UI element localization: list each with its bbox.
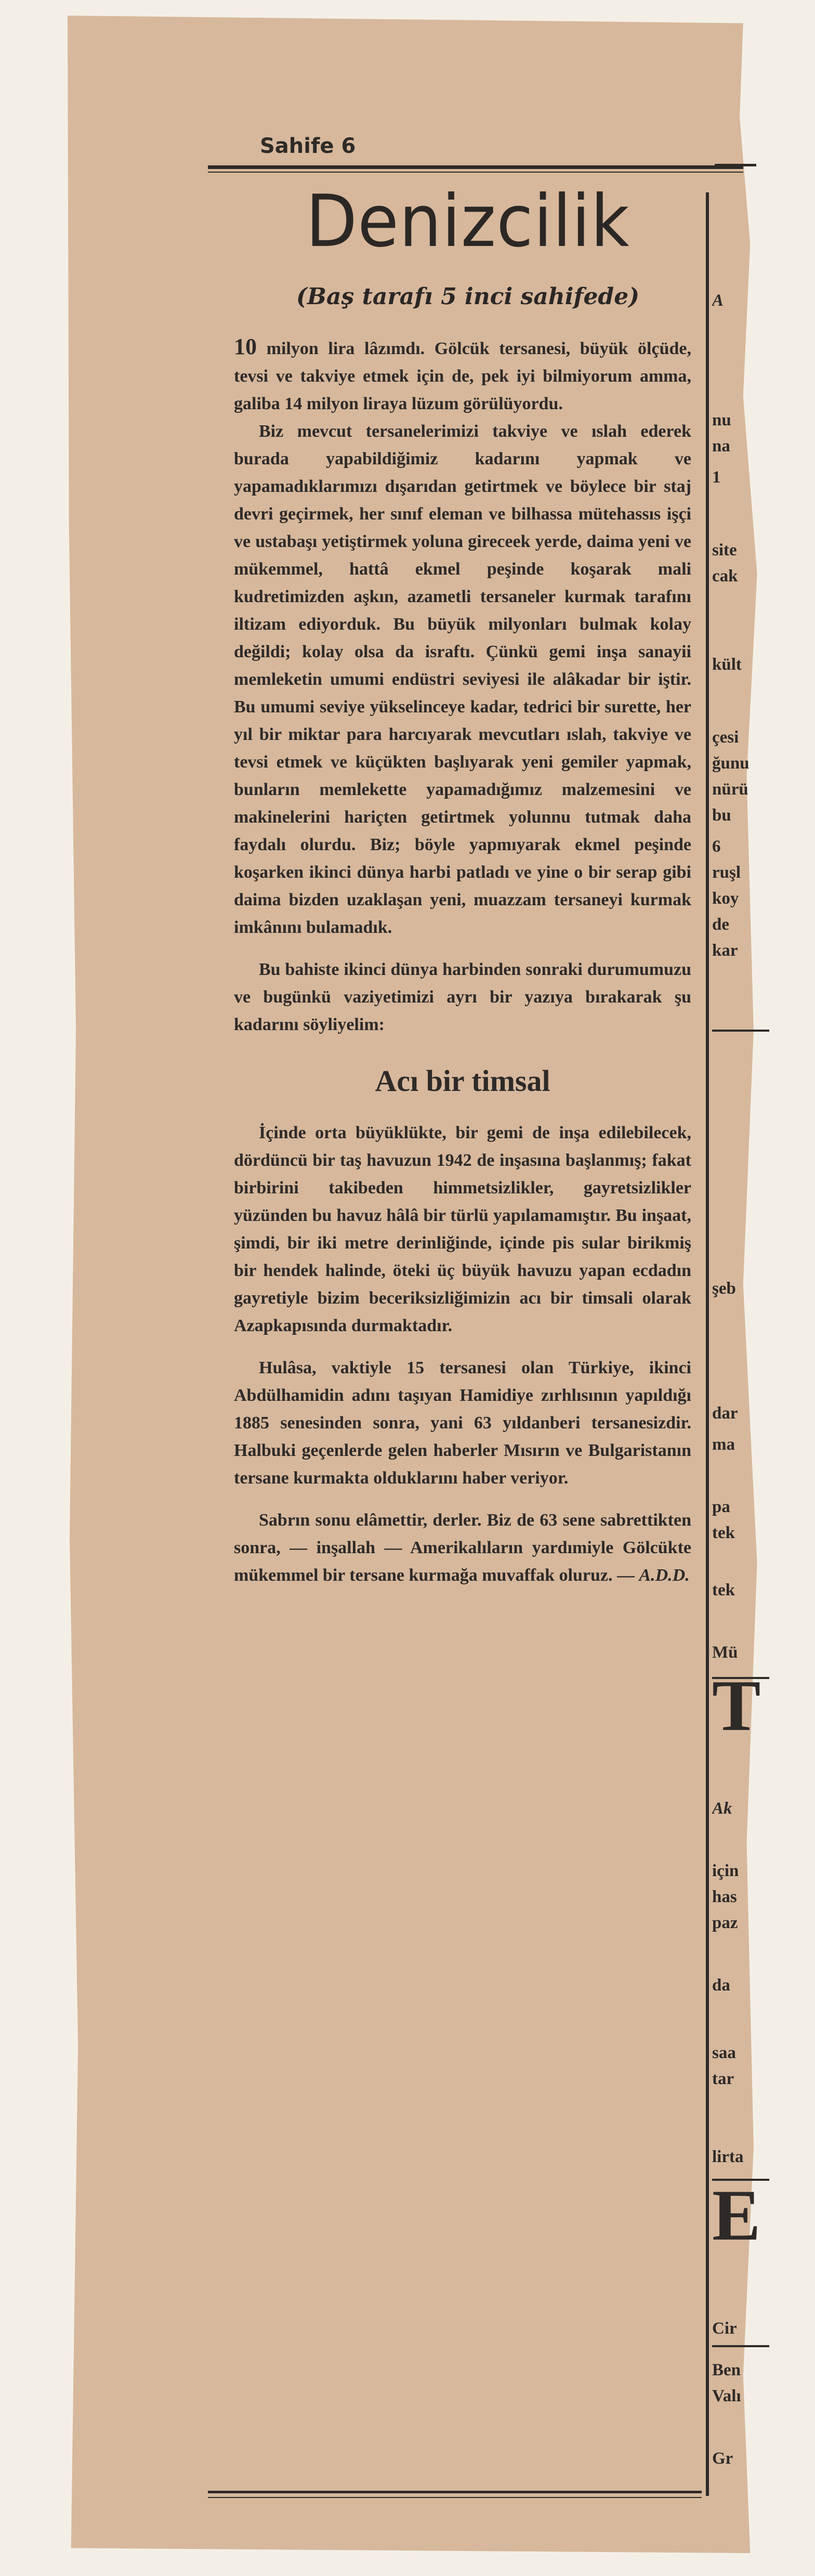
paragraph-1: 10 milyon lira lâzımdı. Gölcük tersanesi, büyük ölçüde, tevsi ve takviye etmek için de, pek iyi bilmiyorum amma, galiba 14 milyon liraya lüzum görülüyordu.	[234, 334, 691, 413]
paragraph-3: Bu bahiste ikinci dünya harbinden sonraki durumumuzu ve bugünkü vaziyetimizi ayrı bir yazıya bırakarak şu kadarını söyliyelim:	[234, 960, 691, 1034]
paragraph-5: Hulâsa, vaktiyle 15 tersanesi olan Türkiye, ikinci Abdülhamidin adını taşıyan Hamidiye zırhlısının yapıldığı 1885 senesinden sonra, yani 63 yıldanberi tersanesizdir. Halbuki geçenlerde gelen haberler Mısırın ve Bulgaristanın tersane kurmakta olduklarını haber veriyor.	[234, 1358, 691, 1488]
fragment: kült	[712, 655, 742, 674]
column-divider	[706, 192, 709, 2496]
fragment-rule	[712, 1030, 769, 1032]
fragment: site	[712, 541, 737, 560]
article-headline: Denizcilik	[306, 179, 630, 263]
footer-rule	[208, 2491, 702, 2493]
drop-number: 10	[234, 334, 257, 359]
fragment: bu	[712, 806, 731, 825]
fragment: saa	[712, 2044, 736, 2062]
fragment: nu	[712, 411, 731, 430]
fragment: paz	[712, 1914, 738, 1932]
fragment: şeb	[712, 1279, 736, 1298]
fragment: ma	[712, 1435, 735, 1454]
fragment: dar	[712, 1404, 738, 1423]
article-body	[234, 333, 691, 1589]
fragment: lirta	[712, 2148, 744, 2166]
article-continuation-note: (Baş tarafı 5 inci sahifede)	[296, 283, 640, 310]
fragment: tar	[712, 2070, 734, 2088]
fragment: de	[712, 915, 729, 934]
footer-rule-thin	[208, 2497, 702, 2498]
fragment: pa	[712, 1498, 730, 1516]
fragment: A	[712, 291, 724, 310]
fragment: çesi	[712, 728, 739, 747]
paragraph-2: Biz mevcut tersanelerimizi takviye ve ıslah ederek burada yapabildiğimiz kadarını yapmak ve yapamadıklarımızı dışarıdan getirtmek ve böylece bir staj devri geçirmek, her sınıf eleman ve bilhassa mütehassıs işçi ve ustabaşı yetiştirmek yoluna gireceek yerde, daima yeni ve mükemmel, hattâ ekmel peşinde koşarak mali kudretimizden aşkın, azametli tersaneler kurmak tarafını iltizam ediyorduk. Bu büyük milyonları bulmak kolay değildi; kolay olsa da israftı. Çünkü gemi inşa sanayii memleketin umumi endüstri seviyesi ile alâkadar bir iştir. Bu umumi seviye yükselinceye kadar, tedrici bir surette, her yıl bir miktar para harcıyarak mevcutları ıslah, takviye ve tevsi etmek ve küçükten başlıyarak yeni gemiler yapmak, bunların memlekette yapamadığımız malzemesini ve makinelerini hariçten getirtmek yolunnu tutmak daha faydalı olurdu. Biz; böyle yapmıyarak ekmel peşinde koşarken ikinci dünya harbi patladı ve yine o bir serap gibi daima bizden uzaklaşan yeni, muazzam tersaneyi kurmak imkânını bulamadık.	[234, 422, 691, 937]
fragment: E	[712, 2175, 761, 2256]
header-rule	[208, 165, 743, 169]
fragment: koy	[712, 889, 739, 908]
fragment: da	[712, 1976, 730, 1995]
fragment: nürü	[712, 780, 748, 799]
fragment: Gr	[712, 2449, 733, 2468]
header-rule-thin	[208, 172, 743, 173]
paragraph-6: Sabrın sonu elâmettir, derler. Biz de 63 sene sabrettikten sonra, — inşallah — Amerikalıların yardımiyle Gölcükte mükemmel bir tersane kurmağa muvaffak oluruz. — A.D.D.	[234, 1511, 691, 1585]
fragment: cak	[712, 567, 738, 586]
fragment: Mü	[712, 1643, 738, 1662]
article-subheading: Acı bir timsal	[375, 1064, 550, 1098]
fragment: tek	[712, 1524, 735, 1542]
adjacent-header-rule	[715, 164, 756, 166]
fragment-rule	[712, 2345, 769, 2347]
fragment: has	[712, 1888, 737, 1906]
fragment: tek	[712, 1581, 735, 1599]
fragment: Valı	[712, 2387, 741, 2405]
fragment: Ak	[712, 1799, 732, 1818]
fragment: 6	[712, 837, 721, 856]
fragment: kar	[712, 941, 738, 960]
fragment: T	[712, 1666, 761, 1746]
fragment: 1	[712, 468, 721, 487]
paragraph-4: İçinde orta büyüklükte, bir gemi de inşa edilebilecek, dördüncü bir taş havuzun 1942 de inşasına başlanmış; fakat birbirini takibeden himmetsizlikler, gayretsizlikler yüzünden bu havuz hâlâ bir türlü yapılamamıştır. Bu inşaat, şimdi, bir iki metre derinliğinde, içinde pis sular birikmiş bir hendek halinde, öteki üç büyük havuzu yapan ecdadın gayretiyle bizim beceriksizliğimizin acı bir timsali olarak Azapkapısında durmaktadır.	[234, 1123, 691, 1335]
fragment: Ben	[712, 2361, 741, 2379]
fragment: na	[712, 437, 730, 456]
fragment: ğunu	[712, 754, 750, 773]
fragment: için	[712, 1862, 739, 1880]
author-signature: A.D.D.	[639, 1566, 690, 1585]
fragment: ruşl	[712, 863, 741, 882]
page-number: Sahife 6	[260, 134, 356, 158]
fragment: Cir	[712, 2319, 737, 2338]
